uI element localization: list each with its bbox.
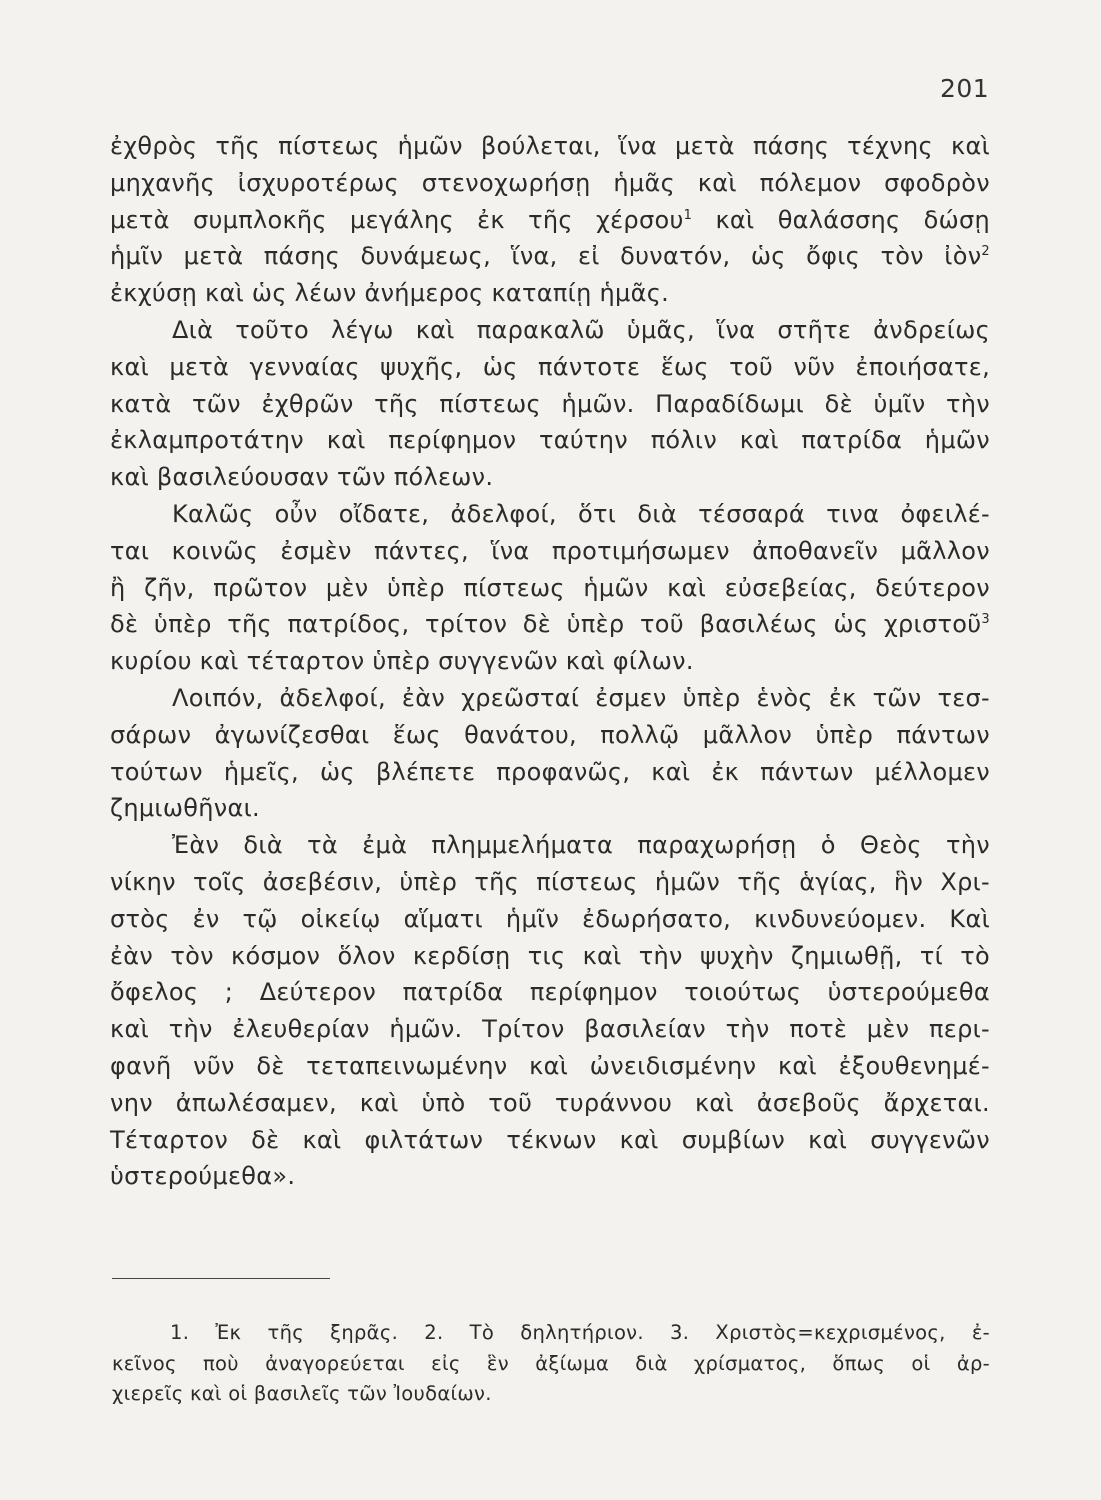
text-line: νίκην τοῖς ἀσεβέσιν, ὑπὲρ τῆς πίστεως ἡμῶν τῆς ἁγίας, ἣν Χρι- — [110, 867, 990, 896]
text-line: ἐκχύσῃ καὶ ὡς λέων ἀνήμερος καταπίῃ ἡμᾶς. — [110, 279, 670, 308]
footnote-marker: 2 — [981, 244, 990, 260]
text-line: ται κοινῶς ἐσμὲν πάντες, ἵνα προτιμήσωμεν ἀποθανεῖν μᾶλλον — [110, 536, 990, 565]
text-line: σάρων ἀγωνίζεσθαι ἕως θανάτου, πολλῷ μᾶλλον ὑπὲρ πάντων — [110, 720, 990, 749]
page-number: 201 — [940, 74, 990, 103]
text-line: ἐὰν τὸν κόσμον ὅλον κερδίσῃ τις καὶ τὴν ψυχὴν ζημιωθῇ, τί τὸ — [110, 941, 990, 970]
text-line: μηχανῆς ἰσχυροτέρως στενοχωρήσῃ ἡμᾶς καὶ πόλεμον σφοδρὸν — [110, 168, 990, 197]
text-line: νην ἀπωλέσαμεν, καὶ ὑπὸ τοῦ τυράννου καὶ ἀσεβοῦς ἄρχεται. — [110, 1088, 990, 1117]
footnote-line: χιερεῖς καὶ οἱ βασιλεῖς τῶν Ἰουδαίων. — [112, 1382, 492, 1405]
body-text — [110, 128, 990, 1195]
footnote-marker: 3 — [981, 612, 990, 628]
paragraph-first-line: Ἐὰν διὰ τὰ ἐμὰ πλημμελήματα παραχωρήσῃ ὁ Θεὸς τὴν — [172, 831, 990, 860]
footnote-marker: 1 — [683, 207, 693, 223]
text-line: ὑστερούμεθα». — [110, 1162, 296, 1191]
footnote-divider — [112, 1278, 330, 1279]
text-line: δὲ ὑπὲρ τῆς πατρίδος, τρίτον δὲ ὑπὲρ τοῦ βασιλέως ὡς χριστοῦ$^3$ — [110, 610, 990, 639]
footnote-line: κεῖνος ποὺ ἀναγορεύεται εἰς ἓν ἀξίωμα διὰ χρίσματος, ὅπως οἱ ἀρ- — [112, 1351, 990, 1375]
text-line: Τέταρτον δὲ καὶ φιλτάτων τέκνων καὶ συμβίων καὶ συγγενῶν — [110, 1125, 990, 1154]
paragraph-first-line: Λοιπόν, ἀδελφοί, ἐὰν χρεῶσταί ἐσμεν ὑπὲρ ἑνὸς ἐκ τῶν τεσ- — [172, 683, 990, 712]
text-line: μετὰ συμπλοκῆς μεγάλης ἐκ τῆς χέρσου$^1$ καὶ θαλάσσης δώσῃ — [110, 205, 990, 234]
text-line: ὄφελος ; Δεύτερον πατρίδα περίφημον τοιούτως ὑστερούμεθα — [110, 978, 990, 1007]
footnotes — [112, 1318, 990, 1410]
text-line: ἐκλαμπροτάτην καὶ περίφημον ταύτην πόλιν καὶ πατρίδα ἡμῶν — [110, 426, 990, 455]
text-line: ἐχθρὸς τῆς πίστεως ἡμῶν βούλεται, ἵνα μετὰ πάσης τέχνης καὶ — [110, 132, 990, 160]
paragraph-first-line: Καλῶς οὖν οἴδατε, ἀδελφοί, ὅτι διὰ τέσσαρά τινα ὀφειλέ- — [172, 499, 990, 528]
text-line: κυρίου καὶ τέταρτον ὑπὲρ συγγενῶν καὶ φίλων. — [110, 647, 694, 676]
text-line: καὶ τὴν ἐλευθερίαν ἡμῶν. Τρίτον βασιλείαν τὴν ποτὲ μὲν περι- — [110, 1015, 990, 1044]
paragraph-first-line: Διὰ τοῦτο λέγω καὶ παρακαλῶ ὑμᾶς, ἵνα στῆτε ἀνδρείως — [172, 315, 990, 344]
text-line: φανῆ νῦν δὲ τεταπεινωμένην καὶ ὠνειδισμένην καὶ ἐξουθενημέ- — [110, 1051, 990, 1080]
text-line: καὶ μετὰ γενναίας ψυχῆς, ὡς πάντοτε ἕως τοῦ νῦν ἐποιήσατε, — [110, 352, 990, 381]
footnote-line: 1. Ἐκ τῆς ξηρᾶς. 2. Τὸ δηλητήριον. 3. Χριστὸς=κεχρισμένος, ἐ- — [170, 1321, 990, 1344]
text-line: καὶ βασιλεύουσαν τῶν πόλεων. — [110, 463, 494, 492]
text-line: κατὰ τῶν ἐχθρῶν τῆς πίστεως ἡμῶν. Παραδίδωμι δὲ ὑμῖν τὴν — [110, 389, 990, 418]
text-line: στὸς ἐν τῷ οἰκείῳ αἵματι ἡμῖν ἐδωρήσατο, κινδυνεύομεν. Καὶ — [110, 904, 990, 933]
text-line: ἡμῖν μετὰ πάσης δυνάμεως, ἵνα, εἰ δυνατόν, ὡς ὄφις τὸν ἰὸν$^2$ — [110, 242, 990, 271]
text-line: ἢ ζῆν, πρῶτον μὲν ὑπὲρ πίστεως ἡμῶν καὶ εὐσεβείας, δεύτερον — [110, 573, 990, 602]
text-line: τούτων ἡμεῖς, ὡς βλέπετε προφανῶς, καὶ ἐκ πάντων μέλλομεν — [110, 757, 990, 786]
text-line: ζημιωθῆναι. — [110, 794, 260, 823]
